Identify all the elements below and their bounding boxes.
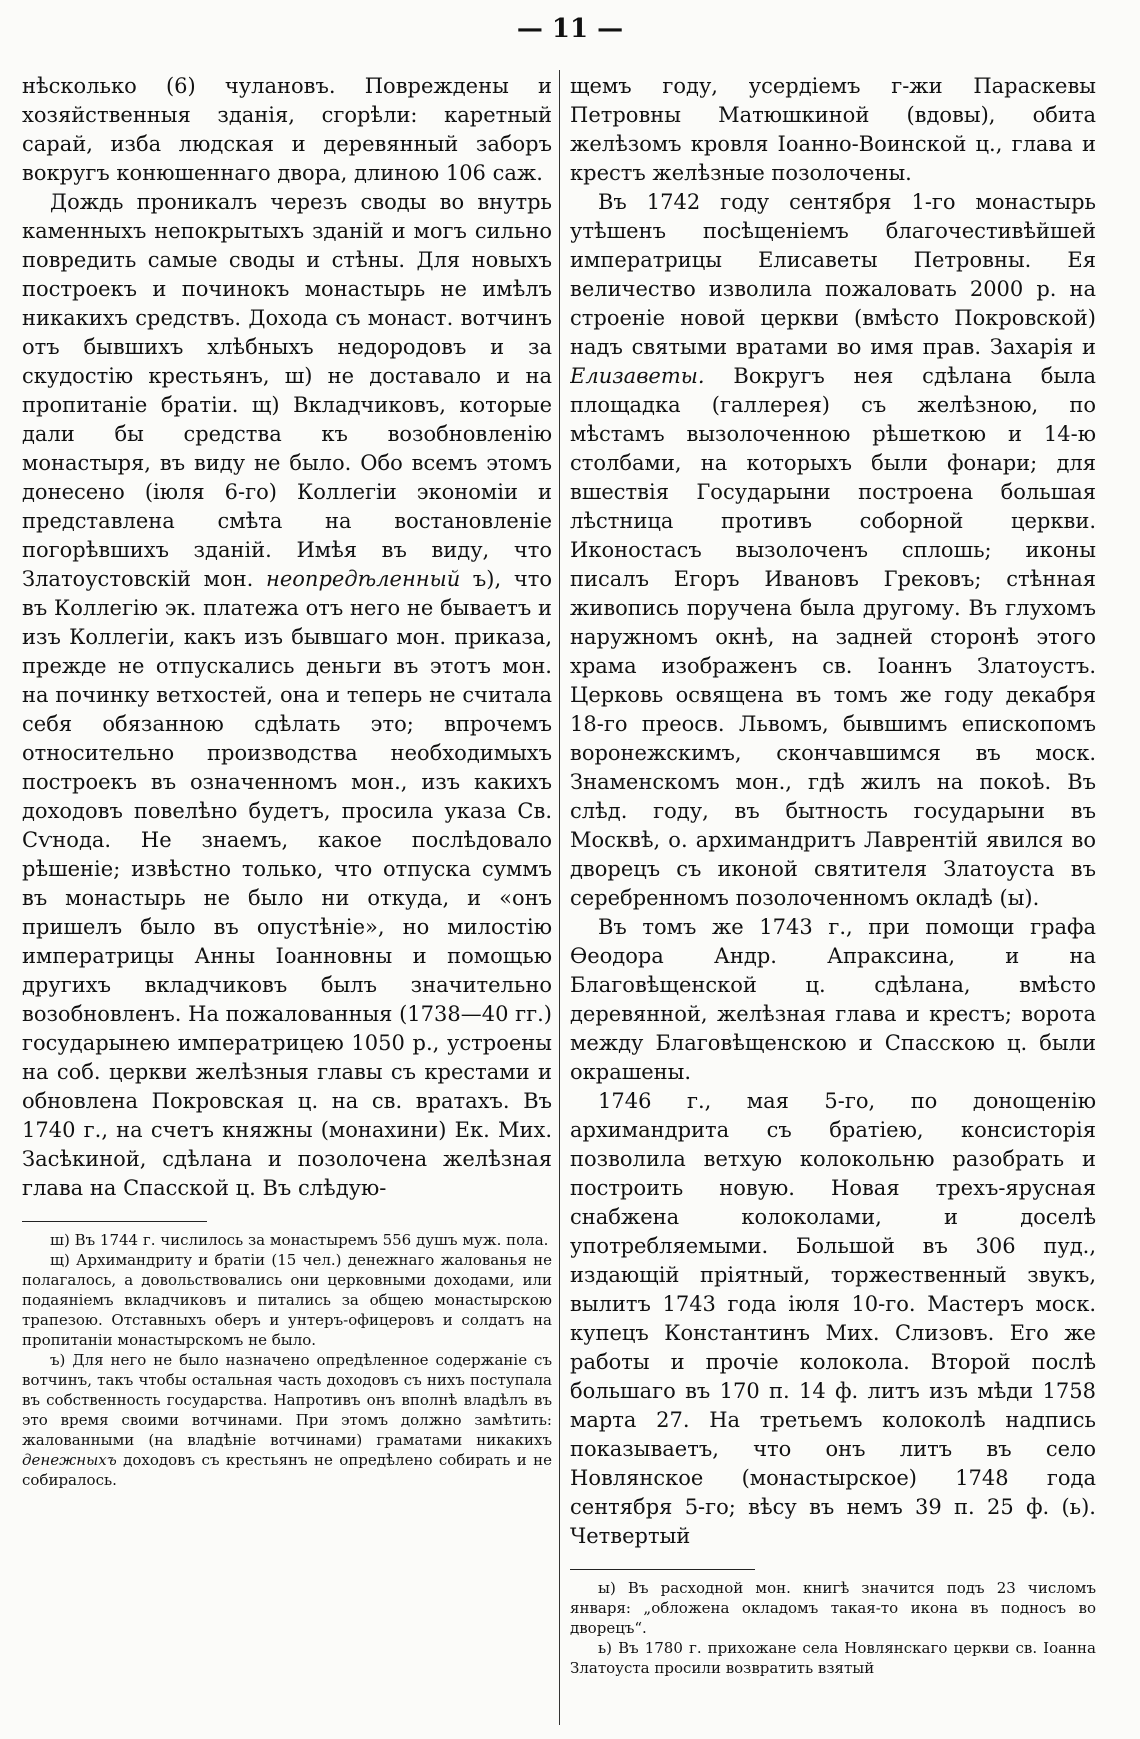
paragraph: щемъ году, усердіемъ г-жи Параскевы Петровны Матюшкиной (вдовы), обита желѣзомъ кровля Іоанно-Воинской ц., глава и крестъ желѣзные позолочены.	[570, 74, 1096, 185]
footnote: щ) Архимандриту и братіи (15 чел.) денежнаго жалованья не полагалось, а довольствовались они церковными доходами, или подаяніемъ вкладчиковъ и питались за общею монастырскою трапезою. Отставныхъ оберъ и унтеръ-офицеровъ и солдатъ на пропитаніи монастырскомъ не было.	[22, 1251, 552, 1349]
page-number: — 11 —	[516, 14, 624, 44]
left-column	[22, 72, 552, 1722]
paragraph: Въ томъ же 1743 г., при помощи графа Ѳеодора Андр. Апраксина, и на Благовѣщенской ц. сдѣлана, вмѣсто деревянной, желѣзная глава и крестъ; ворота между Благовѣщенскою и Спасскою ц. были окрашены.	[570, 915, 1096, 1084]
paragraph: Дождь проникалъ черезъ своды во внутрь каменныхъ непокрытыхъ зданій и могъ сильно повредить самые своды и стѣны. Для новыхъ построекъ и починокъ монастырь не имѣлъ никакихъ средствъ. Дохода съ монаст. вотчинъ отъ бывшихъ хлѣбныхъ недородовъ и за скудостію крестьянъ, ш) не доставало и на пропитаніе братіи. щ) Вкладчиковъ, которые дали бы средства къ возобновленію монастыря, въ виду не было. Обо всемъ этомъ донесено (іюля 6-го) Коллегіи экономіи и представлена смѣта на востановленіе погорѣвшихъ зданій. Имѣя въ виду, что Златоустовскій мон. неопредѣленный ъ), что въ Коллегію эк. платежа отъ него не бываетъ и изъ Коллегіи, какъ изъ бывшаго мон. приказа, прежде не отпускались деньги въ этотъ мон. на починку ветхостей, она и теперь не считала себя обязанною сдѣлать это; впрочемъ относительно производства необходимыхъ построекъ въ означенномъ мон., изъ какихъ доходовъ повелѣно будетъ, просила указа Св. Сѵнода. Не знаемъ, какое послѣдовало рѣшеніе; извѣстно только, что отпуска суммъ въ монастырь не было ни откуда, и «онъ пришелъ было въ опустѣніе», но милостію императрицы Анны Іоанновны и помощью другихъ вкладчиковъ былъ значительно возобновленъ. На пожалованныя (1738—40 гг.) государынею императрицею 1050 р., устроены на соб. церкви желѣзныя главы съ крестами и обновлена Покровская ц. на св. вратахъ. Въ 1740 г., на счетъ княжны (монахини) Ек. Мих. Засѣкиной, сдѣлана и позолочена желѣзная глава на Спасской ц. Въ слѣдую-	[22, 190, 552, 1200]
footnote-separator	[570, 1569, 755, 1570]
paragraph: нѣсколько (6) чулановъ. Повреждены и хозяйственныя зданія, сгорѣли: каретный сарай, изба людская и деревянный заборъ вокругъ конюшеннаго двора, длиною 106 саж.	[22, 74, 552, 185]
right-footnotes	[570, 1578, 1096, 1678]
right-column-text	[570, 72, 1096, 1551]
footnote: ь) Въ 1780 г. прихожане села Новлянскаго церкви св. Іоанна Златоуста просили возвратить взятый	[570, 1639, 1096, 1677]
right-column	[570, 72, 1096, 1722]
footnote: ш) Въ 1744 г. числилось за монастыремъ 556 душъ муж. пола.	[50, 1231, 549, 1249]
footnote-separator	[22, 1221, 207, 1222]
footnote: ы) Въ расходной мон. книгѣ значится подъ 23 числомъ января: „обложена окладомъ такая-то икона въ подносъ во дворецъ“.	[570, 1579, 1096, 1637]
left-footnotes	[22, 1230, 552, 1490]
footnote: ъ) Для него не было назначено опредѣленное содержаніе съ вотчинъ, такъ чтобы остальная часть доходовъ съ нихъ поступала въ собственность государства. Напротивъ онъ вполнѣ владѣлъ въ это время своими вотчинами. При этомъ должно замѣтить: жалованными (на владѣніе вотчинами) граматами никакихъ денежныхъ доходовъ съ крестьянъ не опредѣлено собирать и не собиралось.	[22, 1351, 552, 1489]
paragraph: 1746 г., мая 5-го, по донощенію архимандрита съ братіею, консисторія позволила ветхую колокольню разобрать и построить новую. Новая трехъ-ярусная снабжена колоколами, и доселѣ употребляемыми. Большой въ 306 пуд., издающій пріятный, торжественный звукъ, вылитъ 1743 года іюля 10-го. Мастеръ моск. купецъ Константинъ Мих. Слизовъ. Его же работы и прочіе колокола. Второй послѣ большаго въ 170 п. 14 ф. литъ изъ мѣди 1758 марта 27. На третьемъ колоколѣ надпись показываетъ, что онъ литъ въ село Новлянское (монастырское) 1748 года сентября 5-го; вѣсу въ немъ 39 п. 25 ф. (ь). Четвертый	[570, 1089, 1096, 1548]
column-divider	[559, 70, 560, 1725]
paragraph: Въ 1742 году сентября 1-го монастырь утѣшенъ посѣщеніемъ благочестивѣйшей императрицы Елисаветы Петровны. Ея величество изволила пожаловать 2000 р. на строеніе новой церкви (вмѣсто Покровской) надъ святыми вратами во имя прав. Захарія и Елизаветы. Вокругъ нея сдѣлана была площадка (галлерея) съ желѣзною, по мѣстамъ вызолоченною рѣшеткою и 14-ю столбами, на которыхъ были фонари; для вшествія Государыни построена большая лѣстница противъ соборной церкви. Иконостасъ вызолоченъ сплошь; иконы писалъ Егоръ Ивановъ Грековъ; стѣнная живопись поручена была другому. Въ глухомъ наружномъ окнѣ, на задней сторонѣ этого храма изображенъ св. Іоаннъ Златоустъ. Церковь освящена въ томъ же году декабря 18-го преосв. Львомъ, бывшимъ епископомъ воронежскимъ, скончавшимся въ моск. Знаменскомъ мон., гдѣ жилъ на покоѣ. Въ слѣд. году, въ бытность государыни въ Москвѣ, о. архимандритъ Лаврентій явился во дворецъ съ иконой святителя Златоуста въ серебренномъ позолоченномъ окладѣ (ы).	[570, 190, 1096, 910]
left-column-text	[22, 72, 552, 1203]
